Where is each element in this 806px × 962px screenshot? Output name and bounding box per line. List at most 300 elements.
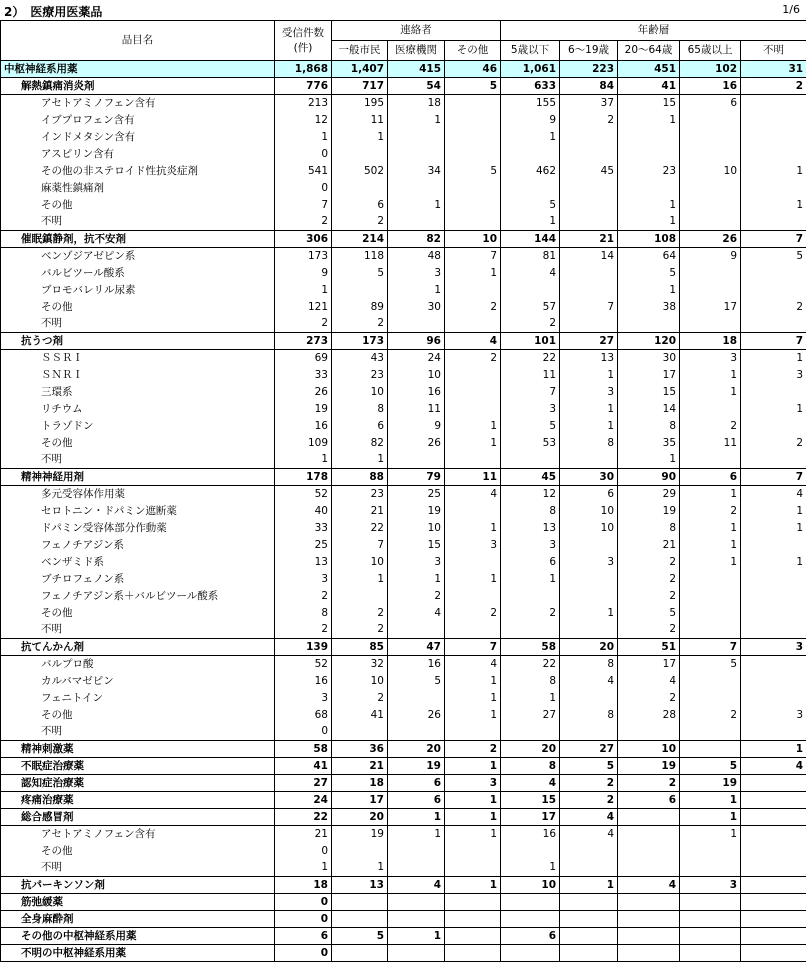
row-value bbox=[445, 452, 501, 469]
row-value bbox=[680, 741, 741, 758]
row-value: 2 bbox=[560, 792, 618, 809]
row-value bbox=[618, 826, 680, 843]
col-header-age-unknown: 不明 bbox=[741, 41, 806, 61]
row-value: 48 bbox=[388, 248, 445, 265]
row-value: 27 bbox=[560, 333, 618, 350]
row-item-name: その他 bbox=[1, 843, 275, 860]
row-value: 1 bbox=[332, 860, 388, 877]
row-value: 2 bbox=[618, 588, 680, 605]
table-row bbox=[1, 673, 806, 690]
row-value: 19 bbox=[388, 503, 445, 520]
row-value: 7 bbox=[332, 537, 388, 554]
row-value: 58 bbox=[501, 639, 560, 656]
row-item-name: 不明 bbox=[1, 724, 275, 741]
row-value bbox=[560, 928, 618, 945]
row-value: 462 bbox=[501, 163, 560, 180]
row-value: 4 bbox=[501, 775, 560, 792]
row-value: 30 bbox=[388, 299, 445, 316]
row-value: 16 bbox=[680, 78, 741, 95]
col-header-age-20-64: 20～64歳 bbox=[618, 41, 680, 61]
row-value bbox=[332, 945, 388, 962]
table-row bbox=[1, 197, 806, 214]
row-value: 1 bbox=[680, 537, 741, 554]
row-value: 2 bbox=[680, 418, 741, 435]
row-value: 11 bbox=[680, 435, 741, 452]
col-header-age-under5: 5歳以下 bbox=[501, 41, 560, 61]
row-value: 2 bbox=[445, 350, 501, 367]
row-value: 9 bbox=[680, 248, 741, 265]
row-value: 5 bbox=[332, 928, 388, 945]
row-value bbox=[741, 180, 806, 197]
row-value: 1 bbox=[445, 265, 501, 282]
table-row bbox=[1, 401, 806, 418]
row-value bbox=[332, 843, 388, 860]
row-value bbox=[332, 146, 388, 163]
row-value: 20 bbox=[560, 639, 618, 656]
row-value: 1 bbox=[445, 758, 501, 775]
row-value bbox=[680, 860, 741, 877]
row-item-name: トラゾドン bbox=[1, 418, 275, 435]
row-value bbox=[680, 214, 741, 231]
row-value: 1 bbox=[388, 571, 445, 588]
row-value: 7 bbox=[275, 197, 332, 214]
row-value: 1 bbox=[680, 809, 741, 826]
row-value bbox=[560, 214, 618, 231]
table-row bbox=[1, 180, 806, 197]
row-value: 20 bbox=[332, 809, 388, 826]
table-row bbox=[1, 894, 806, 911]
row-value: 4 bbox=[560, 826, 618, 843]
row-item-name: その他 bbox=[1, 299, 275, 316]
row-value: 541 bbox=[275, 163, 332, 180]
row-value: 25 bbox=[275, 537, 332, 554]
row-value bbox=[445, 197, 501, 214]
table-row bbox=[1, 639, 806, 656]
row-value bbox=[501, 146, 560, 163]
row-value bbox=[445, 112, 501, 129]
row-value bbox=[741, 775, 806, 792]
row-value bbox=[680, 571, 741, 588]
row-value bbox=[388, 843, 445, 860]
row-value: 2 bbox=[618, 622, 680, 639]
row-value: 10 bbox=[618, 741, 680, 758]
row-item-name: 認知症治療薬 bbox=[1, 775, 275, 792]
row-item-name: バルプロ酸 bbox=[1, 656, 275, 673]
row-value bbox=[618, 180, 680, 197]
row-value: 178 bbox=[275, 469, 332, 486]
row-value bbox=[618, 945, 680, 962]
row-value bbox=[445, 928, 501, 945]
row-value: 13 bbox=[275, 554, 332, 571]
row-value: 11 bbox=[445, 469, 501, 486]
row-value bbox=[445, 316, 501, 333]
row-value bbox=[741, 809, 806, 826]
row-value: 1 bbox=[501, 129, 560, 146]
row-value: 1 bbox=[680, 826, 741, 843]
row-value: 2 bbox=[388, 588, 445, 605]
row-value bbox=[388, 945, 445, 962]
col-header-medical: 医療機関 bbox=[388, 41, 445, 61]
row-value: 5 bbox=[445, 163, 501, 180]
row-value: 1 bbox=[445, 792, 501, 809]
row-value: 14 bbox=[560, 248, 618, 265]
row-item-name: イブプロフェン含有 bbox=[1, 112, 275, 129]
row-value: 23 bbox=[618, 163, 680, 180]
table-row bbox=[1, 928, 806, 945]
row-value: 28 bbox=[618, 707, 680, 724]
row-value bbox=[388, 316, 445, 333]
row-value bbox=[501, 724, 560, 741]
row-item-name: その他 bbox=[1, 197, 275, 214]
row-value: 3 bbox=[501, 401, 560, 418]
row-value: 3 bbox=[388, 554, 445, 571]
row-value bbox=[618, 843, 680, 860]
row-value bbox=[388, 180, 445, 197]
row-value: 52 bbox=[275, 486, 332, 503]
row-value: 2 bbox=[332, 605, 388, 622]
table-row bbox=[1, 809, 806, 826]
table-row bbox=[1, 452, 806, 469]
row-value bbox=[680, 265, 741, 282]
row-value: 3 bbox=[560, 554, 618, 571]
row-value: 1 bbox=[680, 520, 741, 537]
row-item-name: 総合感冒剤 bbox=[1, 809, 275, 826]
row-value bbox=[560, 843, 618, 860]
row-value: 89 bbox=[332, 299, 388, 316]
row-value bbox=[388, 214, 445, 231]
row-value: 8 bbox=[332, 401, 388, 418]
row-value: 7 bbox=[680, 639, 741, 656]
row-item-name: インドメタシン含有 bbox=[1, 129, 275, 146]
row-value: 6 bbox=[332, 197, 388, 214]
row-value bbox=[388, 146, 445, 163]
row-value: 1 bbox=[275, 860, 332, 877]
row-value: 5 bbox=[501, 197, 560, 214]
row-value: 102 bbox=[680, 61, 741, 78]
row-value: 6 bbox=[560, 486, 618, 503]
row-value: 30 bbox=[618, 350, 680, 367]
table-row bbox=[1, 622, 806, 639]
row-value: 10 bbox=[332, 673, 388, 690]
row-value bbox=[680, 673, 741, 690]
row-value bbox=[501, 945, 560, 962]
row-item-name: ＳＳＲＩ bbox=[1, 350, 275, 367]
row-value: 15 bbox=[501, 792, 560, 809]
row-value: 8 bbox=[501, 673, 560, 690]
row-value: 1 bbox=[388, 112, 445, 129]
row-value: 7 bbox=[741, 231, 806, 248]
row-value: 306 bbox=[275, 231, 332, 248]
row-value: 4 bbox=[445, 486, 501, 503]
row-value: 16 bbox=[388, 384, 445, 401]
row-value bbox=[445, 843, 501, 860]
row-item-name: 抗パーキンソン剤 bbox=[1, 877, 275, 894]
row-value bbox=[741, 860, 806, 877]
row-value: 7 bbox=[560, 299, 618, 316]
row-value: 7 bbox=[445, 248, 501, 265]
row-value bbox=[445, 401, 501, 418]
row-value: 15 bbox=[618, 95, 680, 112]
row-value: 10 bbox=[501, 877, 560, 894]
row-value: 2 bbox=[741, 435, 806, 452]
row-value: 1 bbox=[741, 520, 806, 537]
row-value: 2 bbox=[445, 605, 501, 622]
row-value: 3 bbox=[275, 690, 332, 707]
row-value: 96 bbox=[388, 333, 445, 350]
row-value: 4 bbox=[388, 877, 445, 894]
table-row bbox=[1, 61, 806, 78]
row-value: 10 bbox=[445, 231, 501, 248]
row-value: 38 bbox=[618, 299, 680, 316]
row-value: 11 bbox=[501, 367, 560, 384]
row-value: 9 bbox=[275, 265, 332, 282]
row-value: 2 bbox=[560, 112, 618, 129]
row-item-name: 不明 bbox=[1, 860, 275, 877]
col-header-count-unit: (件) bbox=[294, 42, 313, 54]
row-item-name: バルビツール酸系 bbox=[1, 265, 275, 282]
row-value bbox=[741, 418, 806, 435]
row-value: 10 bbox=[680, 163, 741, 180]
row-item-name: 催眠鎮静剤，抗不安剤 bbox=[1, 231, 275, 248]
row-value bbox=[388, 894, 445, 911]
row-value: 22 bbox=[275, 809, 332, 826]
row-value: 6 bbox=[332, 418, 388, 435]
row-value bbox=[332, 180, 388, 197]
row-value: 21 bbox=[332, 503, 388, 520]
row-value bbox=[445, 367, 501, 384]
row-value: 4 bbox=[618, 877, 680, 894]
table-row bbox=[1, 486, 806, 503]
row-value: 27 bbox=[275, 775, 332, 792]
row-value bbox=[618, 809, 680, 826]
table-row bbox=[1, 826, 806, 843]
row-value bbox=[680, 690, 741, 707]
row-value: 2 bbox=[741, 299, 806, 316]
table-row bbox=[1, 78, 806, 95]
row-value: 46 bbox=[445, 61, 501, 78]
table-row bbox=[1, 333, 806, 350]
row-value: 5 bbox=[332, 265, 388, 282]
row-value: 8 bbox=[618, 418, 680, 435]
row-value: 1 bbox=[445, 877, 501, 894]
row-value: 6 bbox=[501, 554, 560, 571]
row-value bbox=[680, 945, 741, 962]
row-value: 40 bbox=[275, 503, 332, 520]
row-value bbox=[445, 129, 501, 146]
row-value: 41 bbox=[275, 758, 332, 775]
row-value bbox=[741, 843, 806, 860]
row-value: 2 bbox=[332, 622, 388, 639]
row-value: 3 bbox=[501, 537, 560, 554]
row-value: 58 bbox=[275, 741, 332, 758]
row-value: 3 bbox=[388, 265, 445, 282]
row-value bbox=[501, 622, 560, 639]
row-value: 41 bbox=[618, 78, 680, 95]
col-header-other: その他 bbox=[445, 41, 501, 61]
row-value: 13 bbox=[560, 350, 618, 367]
row-value bbox=[741, 894, 806, 911]
row-value: 8 bbox=[501, 503, 560, 520]
row-value bbox=[741, 622, 806, 639]
row-value: 53 bbox=[501, 435, 560, 452]
row-value: 12 bbox=[501, 486, 560, 503]
row-value: 1 bbox=[445, 418, 501, 435]
table-row bbox=[1, 248, 806, 265]
row-value: 25 bbox=[388, 486, 445, 503]
row-value bbox=[680, 197, 741, 214]
drug-inquiry-table bbox=[0, 20, 806, 962]
row-value: 19 bbox=[332, 826, 388, 843]
row-value bbox=[501, 452, 560, 469]
row-value bbox=[680, 452, 741, 469]
row-value: 57 bbox=[501, 299, 560, 316]
row-item-name: ブロモバレリル尿素 bbox=[1, 282, 275, 299]
row-value: 1 bbox=[445, 690, 501, 707]
row-value: 4 bbox=[445, 656, 501, 673]
row-value bbox=[560, 197, 618, 214]
row-value: 3 bbox=[445, 537, 501, 554]
row-value: 21 bbox=[275, 826, 332, 843]
row-value bbox=[332, 724, 388, 741]
row-value: 173 bbox=[275, 248, 332, 265]
row-value: 27 bbox=[501, 707, 560, 724]
row-value: 1 bbox=[445, 520, 501, 537]
row-value: 415 bbox=[388, 61, 445, 78]
row-value: 1 bbox=[388, 928, 445, 945]
row-value bbox=[445, 622, 501, 639]
row-value bbox=[741, 452, 806, 469]
row-item-name: ベンザミド系 bbox=[1, 554, 275, 571]
row-value: 1 bbox=[445, 571, 501, 588]
row-value bbox=[741, 690, 806, 707]
row-value: 8 bbox=[560, 435, 618, 452]
row-value: 79 bbox=[388, 469, 445, 486]
col-header-contact: 連絡者 bbox=[332, 21, 501, 41]
row-value bbox=[501, 894, 560, 911]
table-row bbox=[1, 146, 806, 163]
row-value bbox=[741, 911, 806, 928]
table-row bbox=[1, 299, 806, 316]
row-value: 10 bbox=[332, 554, 388, 571]
table-row bbox=[1, 163, 806, 180]
row-value: 68 bbox=[275, 707, 332, 724]
row-value: 1 bbox=[741, 350, 806, 367]
row-value bbox=[560, 265, 618, 282]
row-value: 2 bbox=[618, 554, 680, 571]
row-value: 1 bbox=[275, 282, 332, 299]
row-value bbox=[388, 860, 445, 877]
row-value: 1 bbox=[388, 809, 445, 826]
row-value: 0 bbox=[275, 146, 332, 163]
row-value: 18 bbox=[680, 333, 741, 350]
row-value: 1 bbox=[501, 571, 560, 588]
row-value bbox=[445, 214, 501, 231]
row-value bbox=[445, 384, 501, 401]
row-value bbox=[445, 911, 501, 928]
row-value bbox=[618, 129, 680, 146]
row-value: 1 bbox=[560, 418, 618, 435]
row-item-name: ドパミン受容体部分作動薬 bbox=[1, 520, 275, 537]
row-item-name: 不明の中枢神経系用薬 bbox=[1, 945, 275, 962]
row-value: 26 bbox=[388, 707, 445, 724]
row-value bbox=[332, 282, 388, 299]
col-header-count-label: 受信件数 bbox=[282, 27, 324, 39]
row-value: 4 bbox=[560, 673, 618, 690]
row-value bbox=[680, 911, 741, 928]
row-value bbox=[741, 214, 806, 231]
row-value bbox=[618, 316, 680, 333]
row-value: 5 bbox=[741, 248, 806, 265]
row-value: 17 bbox=[618, 367, 680, 384]
row-item-name: セロトニン・ドパミン遮断薬 bbox=[1, 503, 275, 520]
row-value bbox=[560, 571, 618, 588]
row-value bbox=[618, 928, 680, 945]
row-value: 32 bbox=[332, 656, 388, 673]
row-value: 10 bbox=[388, 367, 445, 384]
row-value: 88 bbox=[332, 469, 388, 486]
table-row bbox=[1, 350, 806, 367]
row-value: 9 bbox=[501, 112, 560, 129]
row-value bbox=[680, 112, 741, 129]
row-value: 3 bbox=[445, 775, 501, 792]
row-value bbox=[680, 928, 741, 945]
row-item-name: 多元受容体作用薬 bbox=[1, 486, 275, 503]
row-value bbox=[445, 503, 501, 520]
row-value: 5 bbox=[388, 673, 445, 690]
row-value bbox=[560, 690, 618, 707]
row-value bbox=[501, 588, 560, 605]
row-value bbox=[445, 180, 501, 197]
row-value: 52 bbox=[275, 656, 332, 673]
row-value: 1 bbox=[445, 435, 501, 452]
table-row bbox=[1, 316, 806, 333]
row-value: 633 bbox=[501, 78, 560, 95]
row-value: 0 bbox=[275, 894, 332, 911]
row-value: 45 bbox=[501, 469, 560, 486]
row-value: 1 bbox=[618, 112, 680, 129]
row-item-name: ブチロフェノン系 bbox=[1, 571, 275, 588]
row-value bbox=[388, 911, 445, 928]
table-row bbox=[1, 469, 806, 486]
table-row bbox=[1, 418, 806, 435]
row-value bbox=[388, 452, 445, 469]
row-value: 1 bbox=[275, 129, 332, 146]
row-item-name: その他 bbox=[1, 605, 275, 622]
row-value bbox=[445, 894, 501, 911]
row-value bbox=[680, 146, 741, 163]
row-value: 1 bbox=[680, 367, 741, 384]
row-value: 19 bbox=[618, 503, 680, 520]
row-value bbox=[445, 588, 501, 605]
row-value: 82 bbox=[332, 435, 388, 452]
row-value: 5 bbox=[680, 758, 741, 775]
row-value: 2 bbox=[332, 316, 388, 333]
row-item-name: 筋弛緩薬 bbox=[1, 894, 275, 911]
row-value: 24 bbox=[275, 792, 332, 809]
row-value bbox=[445, 554, 501, 571]
row-value: 31 bbox=[741, 61, 806, 78]
row-value: 2 bbox=[680, 503, 741, 520]
table-row bbox=[1, 690, 806, 707]
row-value: 7 bbox=[445, 639, 501, 656]
row-value bbox=[680, 724, 741, 741]
row-value: 1 bbox=[445, 707, 501, 724]
row-item-name: その他 bbox=[1, 435, 275, 452]
row-value: 6 bbox=[275, 928, 332, 945]
row-value: 0 bbox=[275, 724, 332, 741]
row-value: 6 bbox=[501, 928, 560, 945]
row-value: 7 bbox=[741, 469, 806, 486]
